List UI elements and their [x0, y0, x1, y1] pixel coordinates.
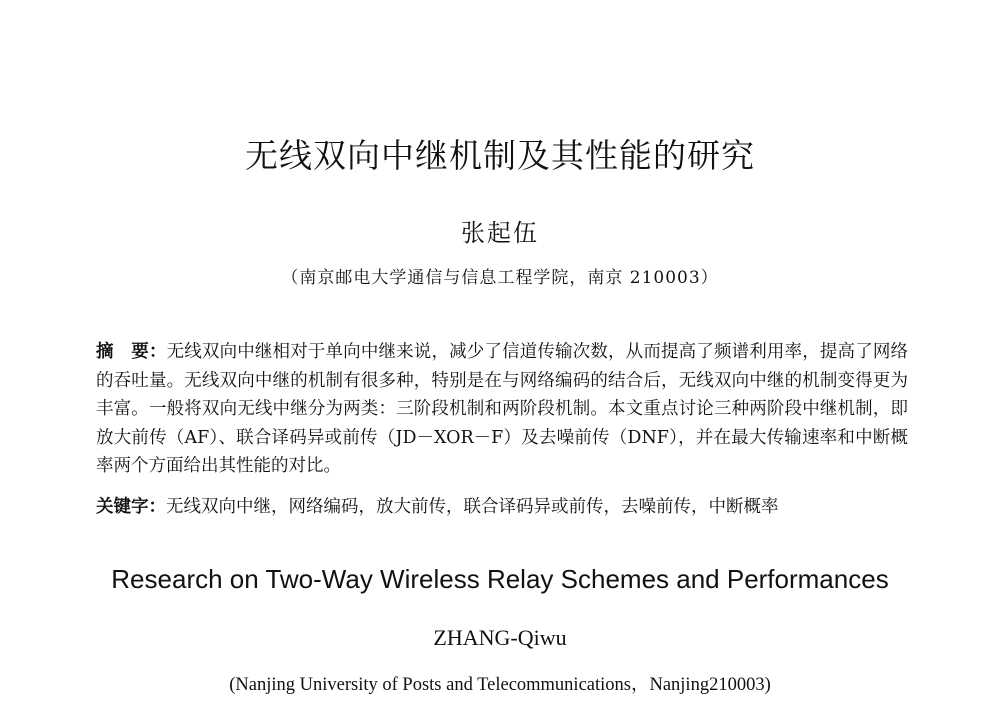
keywords-text: 无线双向中继，网络编码，放大前传，联合译码异或前传，去噪前传，中断概率: [166, 497, 779, 517]
chinese-title: 无线双向中继机制及其性能的研究: [245, 136, 755, 175]
english-author: ZHANG-Qiwu: [433, 625, 567, 650]
english-title: Research on Two-Way Wireless Relay Schemes and Performances: [111, 564, 889, 594]
abstract-text: 无线双向中继相对于单向中继来说，减少了信道传输次数，从而提高了频谱利用率，提高了网络的吞吐量。无线双向中继的机制有很多种，特别是在与网络编码的结合后，无线双向中继的机制变得更为丰富。一般将双向无线中继分为两类：三阶段机制和两阶段机制。本文重点讨论三种两阶段中继机制，即放大前传（AF）、联合译码异或前传（JD－XOR－F）及去噪前传（DNF），并在最大传输速率和中断概率两个方面给出其性能的对比。: [96, 342, 908, 476]
abstract-label: 摘 要：: [96, 342, 167, 362]
chinese-author: 张起伍: [461, 219, 539, 247]
english-affiliation: (Nanjing University of Posts and Telecommunications，Nanjing210003): [229, 675, 771, 695]
chinese-affiliation: （南京邮电大学通信与信息工程学院，南京 210003）: [281, 268, 719, 288]
keywords-label: 关键字：: [96, 497, 166, 517]
chinese-keywords: [96, 493, 908, 521]
chinese-abstract: [96, 338, 908, 481]
